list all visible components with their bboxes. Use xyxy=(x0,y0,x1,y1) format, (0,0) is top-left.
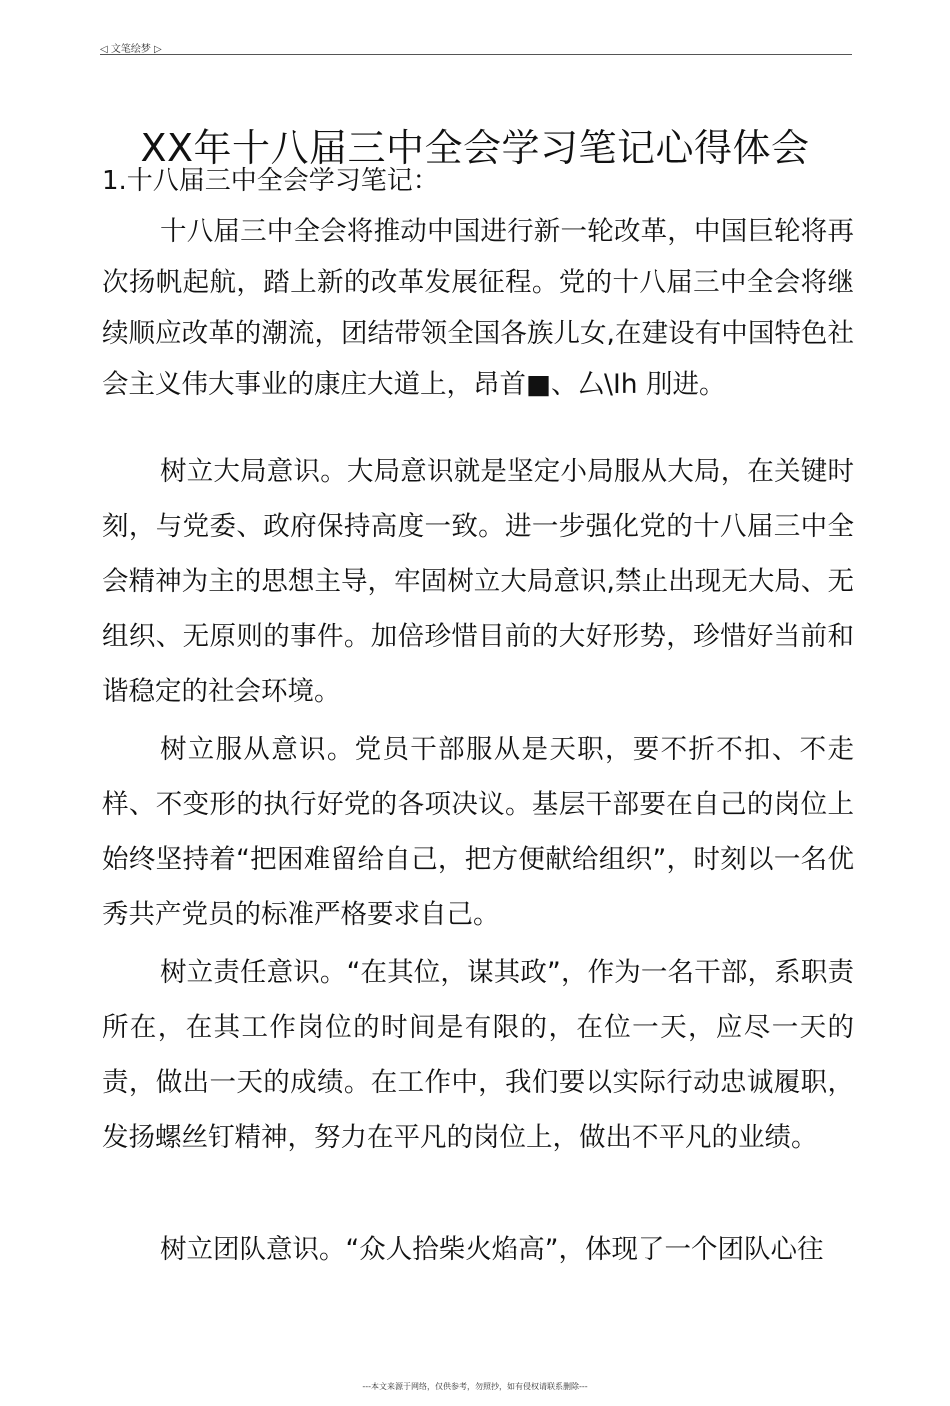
paragraph-team-awareness: 树立团队意识。“众人拾柴火焰高”，体现了一个团队心往 xyxy=(160,1234,824,1265)
section-heading: 1.十八届三中全会学习笔记： xyxy=(102,166,439,196)
paragraph-overall-awareness: 树立大局意识。大局意识就是坚定小局服从大局，在关键时刻，与党委、政府保持高度一致。进一步强化党的十八届三中全会精神为主的思想主导，牢固树立大局意识,禁止出现无大局、无组织、无原则的事件。加倍珍惜目前的大好形势，珍惜好当前和谐稳定的社会环境。 xyxy=(102,456,854,707)
page-footer-disclaimer: ---本文来源于网络，仅供参考，勿照抄，如有侵权请联系删除--- xyxy=(362,1382,588,1391)
paragraph-intro: 十八届三中全会将推动中国进行新一轮改革，中国巨轮将再次扬帆起航，踏上新的改革发展征程。党的十八届三中全会将继续顺应改革的潮流，团结带领全国各族儿女,在建设有中国特色社会主义伟大事业的康庄大道上，昂首■、厶\Ih 刖进。 xyxy=(102,216,854,400)
paragraph-responsibility-awareness: 树立责任意识。“在其位，谋其政”，作为一名干部，系职责所在，在其工作岗位的时间是有限的，在位一天，应尽一天的责，做出一天的成绩。在工作中，我们要以实际行动忠诚履职，发扬螺丝钉精神，努力在平凡的岗位上，做出不平凡的业绩。 xyxy=(102,957,854,1153)
document-title: XX年十八届三中全会学习笔记心得体会 xyxy=(140,126,810,171)
paragraph-obedience-awareness: 树立服从意识。党员干部服从是天职，要不折不扣、不走样、不变形的执行好党的各项决议。基层干部要在自己的岗位上始终坚持着“把困难留给自己，把方便献给组织”，时刻以一名优秀共产党员的标准严格要求自己。 xyxy=(102,734,854,930)
header-divider xyxy=(100,54,852,55)
page-header-label: ◁ 文笔绘梦 ▷ xyxy=(100,44,162,55)
